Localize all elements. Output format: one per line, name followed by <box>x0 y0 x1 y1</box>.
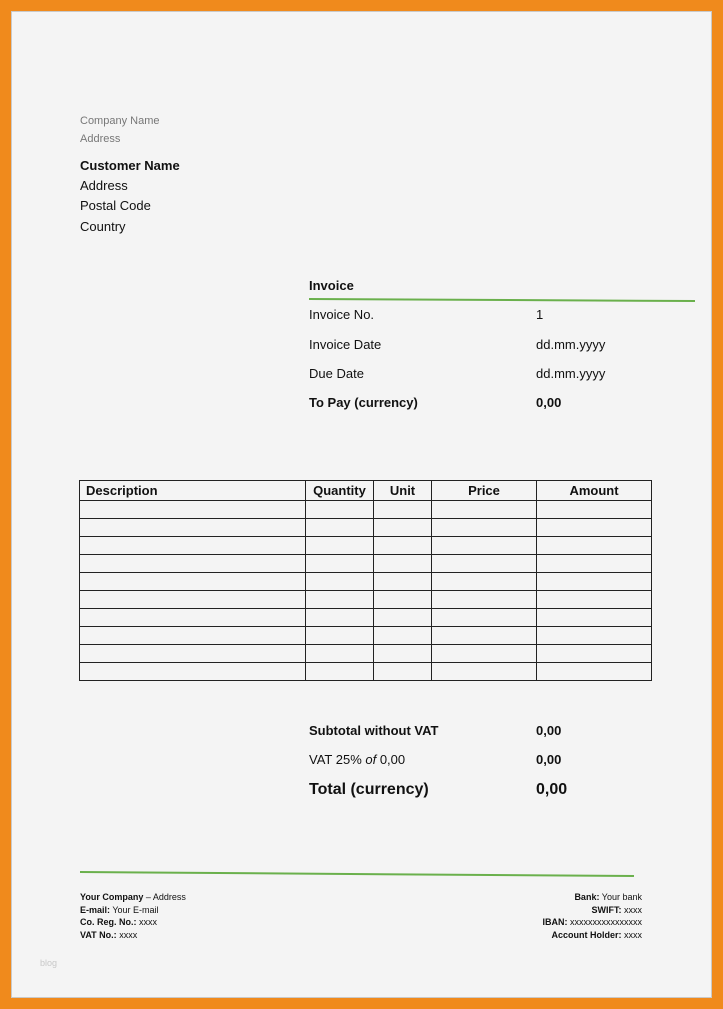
table-cell[interactable] <box>80 537 306 555</box>
table-cell[interactable] <box>432 609 537 627</box>
table-cell[interactable] <box>80 555 306 573</box>
footer-iban-line: IBAN: xxxxxxxxxxxxxxxx <box>542 917 642 928</box>
table-cell[interactable] <box>374 519 432 537</box>
table-header-row <box>80 481 652 501</box>
customer-country: Country <box>80 219 126 234</box>
sender-company-name: Company Name <box>80 115 160 127</box>
table-cell[interactable] <box>432 555 537 573</box>
table-row <box>80 627 652 645</box>
footer-account-holder-line: Account Holder: xxxx <box>551 930 642 941</box>
table-cell[interactable] <box>432 645 537 663</box>
table-cell[interactable] <box>80 519 306 537</box>
table-cell[interactable] <box>432 537 537 555</box>
table-cell[interactable] <box>432 519 537 537</box>
table-row <box>80 645 652 663</box>
total-label: Total (currency) <box>309 781 429 798</box>
table-cell[interactable] <box>537 501 652 519</box>
table-cell[interactable] <box>306 591 374 609</box>
table-cell[interactable] <box>537 519 652 537</box>
table-cell[interactable] <box>80 627 306 645</box>
table-cell[interactable] <box>80 663 306 681</box>
table-cell[interactable] <box>306 645 374 663</box>
column-header-quantity: Quantity <box>306 481 374 501</box>
footer-reg-line: Co. Reg. No.: xxxx <box>80 917 158 928</box>
column-header-unit: Unit <box>374 481 432 501</box>
customer-address: Address <box>80 178 128 193</box>
vat-label-suffix: 0,00 <box>376 752 406 767</box>
invoice-heading: Invoice <box>309 278 354 293</box>
table-cell[interactable] <box>80 501 306 519</box>
footer-email-line: E-mail: Your E-mail <box>80 904 159 915</box>
table-cell[interactable] <box>306 501 374 519</box>
table-cell[interactable] <box>537 645 652 663</box>
invoice-divider <box>309 298 695 302</box>
vat-label-prefix: VAT 25% <box>309 752 366 767</box>
table-cell[interactable] <box>80 573 306 591</box>
table-cell[interactable] <box>432 591 537 609</box>
table-cell[interactable] <box>537 555 652 573</box>
table-cell[interactable] <box>80 609 306 627</box>
customer-postal-code: Postal Code <box>80 198 151 213</box>
column-header-amount: Amount <box>537 481 652 501</box>
table-cell[interactable] <box>432 573 537 591</box>
column-header-price: Price <box>432 481 537 501</box>
invoice-date-label: Invoice Date <box>309 337 382 352</box>
line-items-table <box>79 480 652 681</box>
vat-value: 0,00 <box>536 752 562 767</box>
footer-company-line: Your Company – Address <box>80 892 186 902</box>
footer-vat-line: VAT No.: xxxx <box>80 930 138 941</box>
invoice-number-value: 1 <box>536 307 544 322</box>
table-row <box>80 501 652 519</box>
subtotal-label: Subtotal without VAT <box>309 723 439 738</box>
table-cell[interactable] <box>374 591 432 609</box>
table-cell[interactable] <box>306 609 374 627</box>
table-cell[interactable] <box>537 537 652 555</box>
table-row <box>80 519 652 537</box>
customer-name: Customer Name <box>80 158 180 173</box>
subtotal-value: 0,00 <box>536 723 562 738</box>
table-row <box>80 663 652 681</box>
table-cell[interactable] <box>306 519 374 537</box>
total-value: 0,00 <box>536 781 568 798</box>
table-cell[interactable] <box>374 537 432 555</box>
table-cell[interactable] <box>306 627 374 645</box>
table-row <box>80 555 652 573</box>
table-cell[interactable] <box>537 609 652 627</box>
vat-label <box>309 752 405 767</box>
vat-label-of: of <box>365 752 377 767</box>
footer-divider <box>80 871 634 877</box>
table-cell[interactable] <box>374 663 432 681</box>
footer-bank-info <box>542 891 642 942</box>
table-cell[interactable] <box>537 573 652 591</box>
due-date-label: Due Date <box>309 366 364 381</box>
table-row <box>80 573 652 591</box>
table-cell[interactable] <box>432 663 537 681</box>
table-cell[interactable] <box>374 555 432 573</box>
column-header-description: Description <box>80 481 306 501</box>
footer-bank-line: Bank: Your bank <box>574 892 642 902</box>
table-cell[interactable] <box>374 627 432 645</box>
table-row <box>80 537 652 555</box>
table-row <box>80 591 652 609</box>
due-date-value: dd.mm.yyyy <box>536 366 606 381</box>
table-cell[interactable] <box>432 627 537 645</box>
table-cell[interactable] <box>374 501 432 519</box>
table-cell[interactable] <box>374 573 432 591</box>
to-pay-label: To Pay (currency) <box>309 395 418 410</box>
table-cell[interactable] <box>374 645 432 663</box>
sender-address: Address <box>80 133 121 145</box>
table-row <box>80 609 652 627</box>
to-pay-value: 0,00 <box>536 395 562 410</box>
table-cell[interactable] <box>306 663 374 681</box>
footer-company-info <box>80 891 186 942</box>
watermark: blog <box>40 958 58 968</box>
table-cell[interactable] <box>374 609 432 627</box>
table-cell[interactable] <box>306 573 374 591</box>
invoice-number-label: Invoice No. <box>309 307 375 322</box>
invoice-page <box>11 11 712 998</box>
table-cell[interactable] <box>537 591 652 609</box>
table-cell[interactable] <box>80 591 306 609</box>
table-cell[interactable] <box>306 537 374 555</box>
table-cell[interactable] <box>537 663 652 681</box>
footer-swift-line: SWIFT: xxxx <box>591 904 642 915</box>
table-cell[interactable] <box>432 501 537 519</box>
table-cell[interactable] <box>80 645 306 663</box>
table-cell[interactable] <box>306 555 374 573</box>
invoice-date-value: dd.mm.yyyy <box>536 337 606 352</box>
table-cell[interactable] <box>537 627 652 645</box>
